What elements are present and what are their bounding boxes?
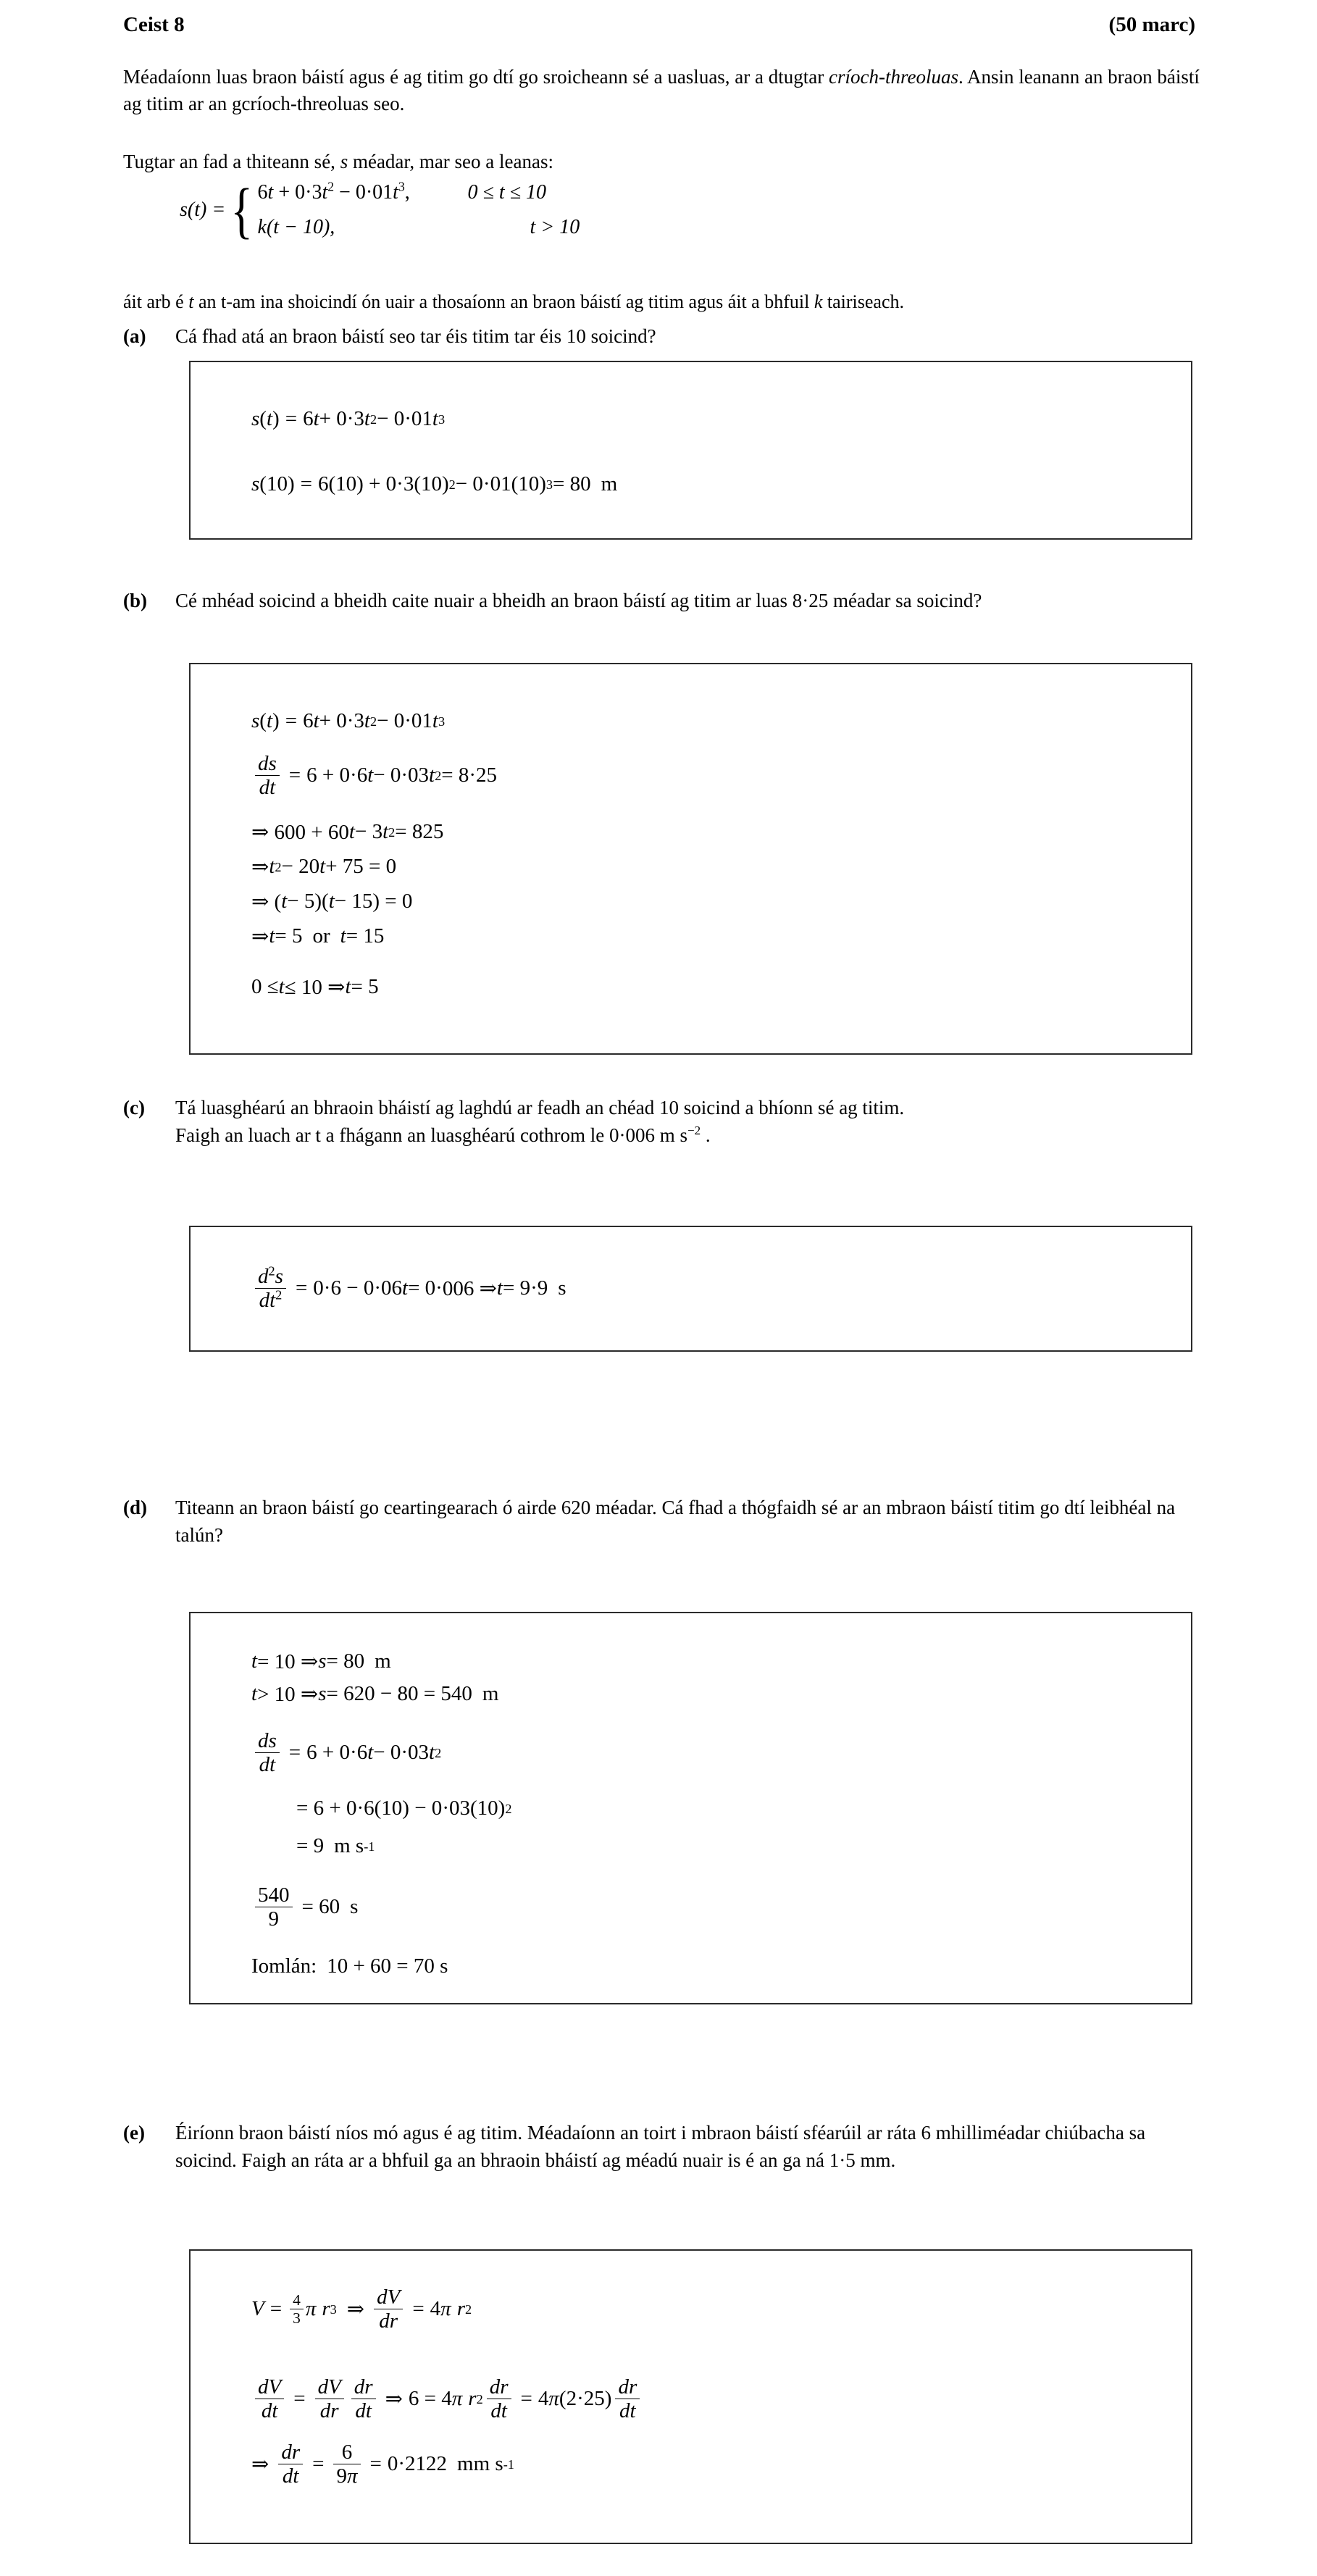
piecewise-brace: { — [230, 175, 254, 245]
answer-box-c[interactable] — [189, 1226, 1192, 1352]
work-b-line-3: ⇒ 600 + 60 t − 3 t 2 = 825 — [251, 820, 444, 844]
note-text-c: tairiseach. — [822, 291, 904, 312]
piecewise-lhs-t: t — [194, 198, 201, 221]
part-d-label: (d) — [123, 1497, 147, 1518]
pw-r1-c4: − 0 — [334, 181, 366, 204]
pw-r1-dot2: · — [365, 181, 373, 204]
part-a-text: Cá fhad atá an braon báistí seo tar éis titim tar éis 10 soicind? — [175, 325, 656, 347]
work-d-line-7: Iomlán: 10 + 60 = 70 s — [251, 1954, 448, 1978]
answer-box-a[interactable] — [189, 361, 1192, 540]
part-c-text-line2: Faigh an luach ar t a fhágann an luasghéarú cothrom le 0·006 m s — [175, 1124, 688, 1147]
stem-paragraph-1 — [123, 64, 1210, 118]
work-b-line-5: ⇒ ( t − 5)( t − 15) = 0 — [251, 890, 413, 913]
piecewise-function-definition — [180, 175, 580, 245]
note-var-k: k — [814, 291, 823, 312]
part-e-text: Éiríonn braon báistí níos mó agus é ag titim. Méadaíonn an toirt i mbraon báistí sféarúil ar ráta 6 mhilliméadar chiúbacha sa soicind. Faigh an ráta ar a bhfuil ga an bhraoin bháistí ag méadú nuair is é an ga ná 1·5 mm. — [175, 2122, 1146, 2172]
pw-r1-c1: 6 — [257, 181, 268, 204]
piecewise-lhs-paren-open: ( — [187, 198, 195, 221]
note-var-t: t — [188, 291, 194, 312]
pw-r1-c3: 3 — [312, 181, 322, 204]
stem-p2-var-s: s — [340, 151, 348, 172]
part-e-label: (e) — [123, 2122, 145, 2144]
part-a-label: (a) — [123, 325, 146, 347]
work-b-line-7: 0 ≤ t ≤ 10 ⇒ t = 5 — [251, 975, 379, 999]
pw-r1-exp2: 2 — [327, 179, 335, 194]
piecewise-row2-condition: t > 10 — [530, 216, 580, 238]
pw-r2-k: k — [257, 216, 267, 238]
stem-p1-text-b: . Ansin leanann an braon báistí ag titim ar an gcríoch-threoluas seo. — [123, 66, 1200, 115]
pw-r1-comma: , — [404, 181, 410, 204]
piecewise-rows — [258, 181, 580, 239]
pw-r1-c2: + 0 — [273, 181, 306, 204]
pw-r1-t2: t — [322, 181, 328, 204]
work-d-line-6: $\frac{540}{9}$ = 60 s — [251, 1883, 358, 1931]
answer-box-b[interactable] — [189, 663, 1192, 1055]
answer-box-d[interactable] — [189, 1612, 1192, 2004]
work-b-line-2: $\frac{ds}{dt}$ = 6 + 0 · 6 t − 0 · 03 t 2 = 8 · 25 — [251, 752, 497, 800]
part-c-label: (c) — [123, 1097, 145, 1118]
piecewise-row-2 — [258, 216, 580, 239]
part-d-question — [123, 1494, 1210, 1550]
answer-box-e[interactable] — [189, 2249, 1192, 2544]
stem-p1-text-a: Méadaíonn luas braon báistí agus é ag titim go dtí go sroicheann sé a uasluas, ar a dtugtar — [123, 66, 829, 88]
work-e-line-2: $\frac{dV}{dt}$ = $\frac{dV}{dr}$ $\frac{dr}{dt}$ ⇒ 6 = 4 π r 2 $\frac{dr}{dt}$ = 4 π (2 · 25) $\frac{dr}{dt}$ — [251, 2375, 643, 2423]
work-d-line-2: t > 10 ⇒ s = 620 − 80 = 540 m — [251, 1682, 499, 1706]
stem-paragraph-2 — [123, 149, 1210, 175]
part-d-text: Titeann an braon báistí go ceartingearach ó airde 620 méadar. Cá fhad a thógfaidh sé ar an mbraon báistí titim go dtí leibhéal na talún? — [175, 1497, 1176, 1547]
pw-r2-expr: (t − 10), — [266, 216, 335, 238]
piecewise-lhs-s: s — [180, 198, 188, 221]
work-d-line-3: $\frac{ds}{dt}$ = 6 + 0 · 6 t − 0 · 03 t 2 — [251, 1729, 441, 1777]
piecewise-lhs-paren-close: ) — [200, 198, 207, 221]
part-c-exponent: −2 — [687, 1124, 701, 1138]
note-text-a: áit arb é — [123, 291, 189, 312]
stem-note-line — [123, 290, 1224, 314]
work-d-line-1: t = 10 ⇒ s = 80 m — [251, 1649, 391, 1673]
pw-r1-t1: t — [267, 181, 274, 204]
work-d-line-5: = 9 m s -1 — [296, 1834, 375, 1857]
work-d-line-4: = 6 + 0 · 6(10) − 0 · 03(10) 2 — [296, 1797, 512, 1820]
page-header — [123, 13, 1195, 37]
work-e-line-1: V = $\frac{4}{3}$ π r 3 ⇒ $\frac{dV}{dr}$ = 4 π r 2 — [251, 2286, 472, 2333]
pw-r1-t3: t — [393, 181, 398, 204]
stem-p2-text-a: Tugtar an fad a thiteann sé, — [123, 151, 340, 172]
part-b-text: Cé mhéad soicind a bheidh caite nuair a bheidh an braon báistí ag titim ar luas 8·25 méadar sa soicind? — [175, 590, 982, 611]
work-e-line-3: ⇒ $\frac{dr}{dt}$ = $\frac{6}{9\pi}$ = 0 · 2122 mm s -1 — [251, 2441, 514, 2488]
part-c-text-line3: . — [701, 1124, 711, 1147]
part-c-text-line1: Tá luasghéarú an bhraoin bháistí ag laghdú ar feadh an chéad 10 soicind a bhíonn sé ag titim. — [175, 1097, 905, 1118]
part-e-question — [123, 2119, 1210, 2175]
work-b-line-1: s ( t ) = 6 t + 0 · 3 t 2 − 0 · 01 t 3 — [251, 709, 446, 732]
piecewise-row2-expression — [258, 216, 468, 239]
work-b-line-4: ⇒ t 2 − 20 t + 75 = 0 — [251, 855, 397, 879]
stem-p2-text-b: méadar, mar seo a leanas: — [348, 151, 553, 172]
piecewise-row-1 — [258, 181, 580, 204]
stem-p1-term: críoch-threoluas — [829, 66, 958, 88]
part-c-question — [123, 1094, 1210, 1150]
marks-label: (50 marc) — [1108, 13, 1195, 36]
pw-r1-c5: 01 — [372, 181, 393, 204]
part-a-question — [123, 322, 1210, 350]
question-title: Ceist 8 — [123, 13, 185, 36]
work-b-line-6: ⇒ t = 5 or t = 15 — [251, 924, 385, 948]
piecewise-row1-condition: 0 ≤ t ≤ 10 — [467, 181, 547, 204]
work-a-line-1: s ( t ) = 6 t + 0 · 3 t 2 − 0 · 01 t 3 — [251, 407, 446, 430]
piecewise-lhs — [180, 198, 227, 222]
part-b-label: (b) — [123, 590, 147, 611]
pw-r1-exp3: 3 — [398, 179, 405, 194]
work-a-line-2: s (10) = 6(10) + 0 · 3(10) 2 − 0 · 01(10) 3 = 80 m — [251, 472, 618, 495]
part-b-question — [123, 587, 1210, 614]
piecewise-equals: = — [212, 198, 226, 221]
pw-r1-dot1: · — [305, 181, 312, 204]
piecewise-row1-expression — [258, 181, 468, 204]
work-c-line-1: $\frac{d^2s}{dt^2}$ = 0 · 6 − 0 · 06 t = 0 · 006 ⇒ t = 9 · 9 s — [251, 1265, 566, 1313]
note-text-b: an t-am ina shoicindí ón uair a thosaíonn an braon báistí ag titim agus áit a bhfuil — [193, 291, 814, 312]
